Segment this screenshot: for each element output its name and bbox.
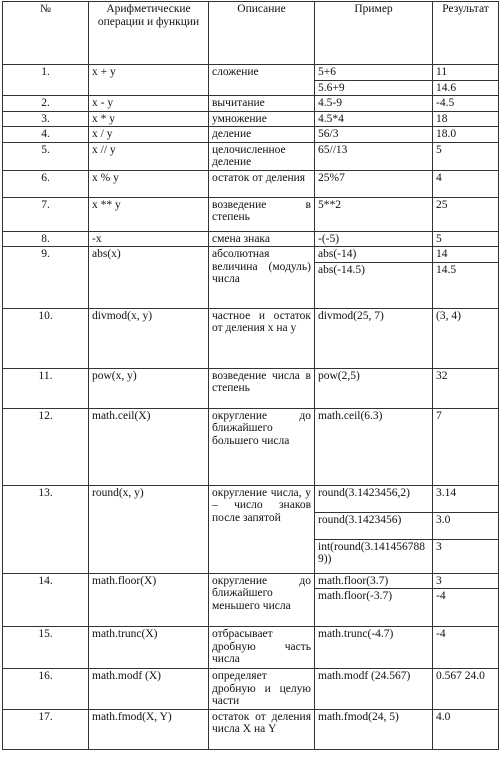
row-result: 3.14 [433,485,499,512]
row-result: 5 [433,231,499,247]
row-description: отбрасывает дробную часть числа [209,627,315,669]
row-operation: round(x, y) [89,485,209,573]
row-description: смена знака [209,231,315,247]
row-example: math.floor(3.7) [315,573,433,589]
row-number: 1. [3,65,89,96]
row-operation: x * y [89,111,209,127]
row-number: 2. [3,96,89,112]
row-result: 3 [433,539,499,573]
row-number: 10. [3,308,89,368]
row-operation: x - y [89,96,209,112]
table-row [3,247,499,263]
table-row [3,408,499,485]
row-description: умножение [209,111,315,127]
row-description: возведение числа в степень [209,368,315,408]
row-result: 7 [433,408,499,485]
row-number: 12. [3,408,89,485]
row-description: частное и остаток от деления x на y [209,308,315,368]
header-result: Результат [433,2,499,65]
row-result: 18 [433,111,499,127]
row-example: math.trunc(-4.7) [315,627,433,669]
row-result: 14 [433,247,499,263]
header-row [3,2,499,65]
row-example: pow(2,5) [315,368,433,408]
row-example: round(3.1423456) [315,512,433,539]
row-operation: pow(x, y) [89,368,209,408]
row-result: 18.0 [433,127,499,143]
table-row [3,142,499,170]
row-example: abs(-14) [315,247,433,263]
row-description: округление до ближайшего большего числа [209,408,315,485]
table-body [3,65,499,750]
table-row [3,627,499,669]
row-description: остаток от деления [209,170,315,197]
row-number: 13. [3,485,89,573]
row-number: 11. [3,368,89,408]
row-result: 25 [433,197,499,231]
row-number: 6. [3,170,89,197]
operations-table [2,1,499,750]
row-result: 14.5 [433,262,499,308]
row-number: 5. [3,142,89,170]
header-number: № [3,2,89,65]
table-row [3,231,499,247]
row-example: math.fmod(24, 5) [315,709,433,749]
row-operation: -x [89,231,209,247]
row-result: 32 [433,368,499,408]
table-row [3,96,499,112]
row-example: 5+6 [315,65,433,81]
header-example: Пример [315,2,433,65]
row-example: -(-5) [315,231,433,247]
row-description: округление числа, y – число знаков после запятой [209,485,315,573]
row-result: 14.6 [433,80,499,96]
row-description: абсолютная величина (модуль) числа [209,247,315,309]
row-example: 5.6+9 [315,80,433,96]
row-description: вычитание [209,96,315,112]
header-description: Описание [209,2,315,65]
row-result: 0.567 24.0 [433,669,499,710]
row-operation: math.floor(X) [89,573,209,627]
row-example: math.ceil(6.3) [315,408,433,485]
table-row [3,573,499,589]
row-result: 4.0 [433,709,499,749]
row-number: 17. [3,709,89,749]
row-example: 65//13 [315,142,433,170]
row-description: целочисленное деление [209,142,315,170]
row-result: -4.5 [433,96,499,112]
row-result: -4 [433,589,499,627]
table-row [3,669,499,710]
row-result: 4 [433,170,499,197]
table-row [3,197,499,231]
table-row [3,308,499,368]
row-result: 3.0 [433,512,499,539]
row-number: 16. [3,669,89,710]
row-example: 4.5-9 [315,96,433,112]
row-description: сложение [209,65,315,96]
row-operation: x // y [89,142,209,170]
row-result: 3 [433,573,499,589]
row-example: math.modf (24.567) [315,669,433,710]
row-operation: abs(x) [89,247,209,309]
row-example: 4.5*4 [315,111,433,127]
row-example: 56/3 [315,127,433,143]
row-description: остаток от деления числа X на Y [209,709,315,749]
row-operation: x + y [89,65,209,96]
row-operation: divmod(x, y) [89,308,209,368]
row-operation: math.trunc(X) [89,627,209,669]
table-row [3,127,499,143]
row-example: 25%7 [315,170,433,197]
table-row [3,170,499,197]
table-row [3,485,499,512]
row-number: 15. [3,627,89,669]
row-number: 7. [3,197,89,231]
table-row [3,65,499,81]
row-example: divmod(25, 7) [315,308,433,368]
row-result: 5 [433,142,499,170]
row-description: возведение в степень [209,197,315,231]
row-number: 9. [3,247,89,309]
row-example: int(round(3.1414567889)) [315,539,433,573]
row-example: round(3.1423456,2) [315,485,433,512]
row-operation: x / y [89,127,209,143]
table-row [3,368,499,408]
row-operation: x % y [89,170,209,197]
row-example: math.floor(-3.7) [315,589,433,627]
row-number: 8. [3,231,89,247]
row-result: (3, 4) [433,308,499,368]
row-description: деление [209,127,315,143]
row-number: 14. [3,573,89,627]
row-operation: math.ceil(X) [89,408,209,485]
row-operation: math.modf (X) [89,669,209,710]
row-operation: math.fmod(X, Y) [89,709,209,749]
row-description: округление до ближайшего меньшего числа [209,573,315,627]
table-row [3,111,499,127]
row-operation: x ** y [89,197,209,231]
row-example: abs(-14.5) [315,262,433,308]
row-result: 11 [433,65,499,81]
row-result: -4 [433,627,499,669]
row-description: определяет дробную и целую части [209,669,315,710]
row-number: 3. [3,111,89,127]
row-example: 5**2 [315,197,433,231]
row-number: 4. [3,127,89,143]
header-operation: Арифметические операции и функции [89,2,209,65]
table-row [3,709,499,749]
